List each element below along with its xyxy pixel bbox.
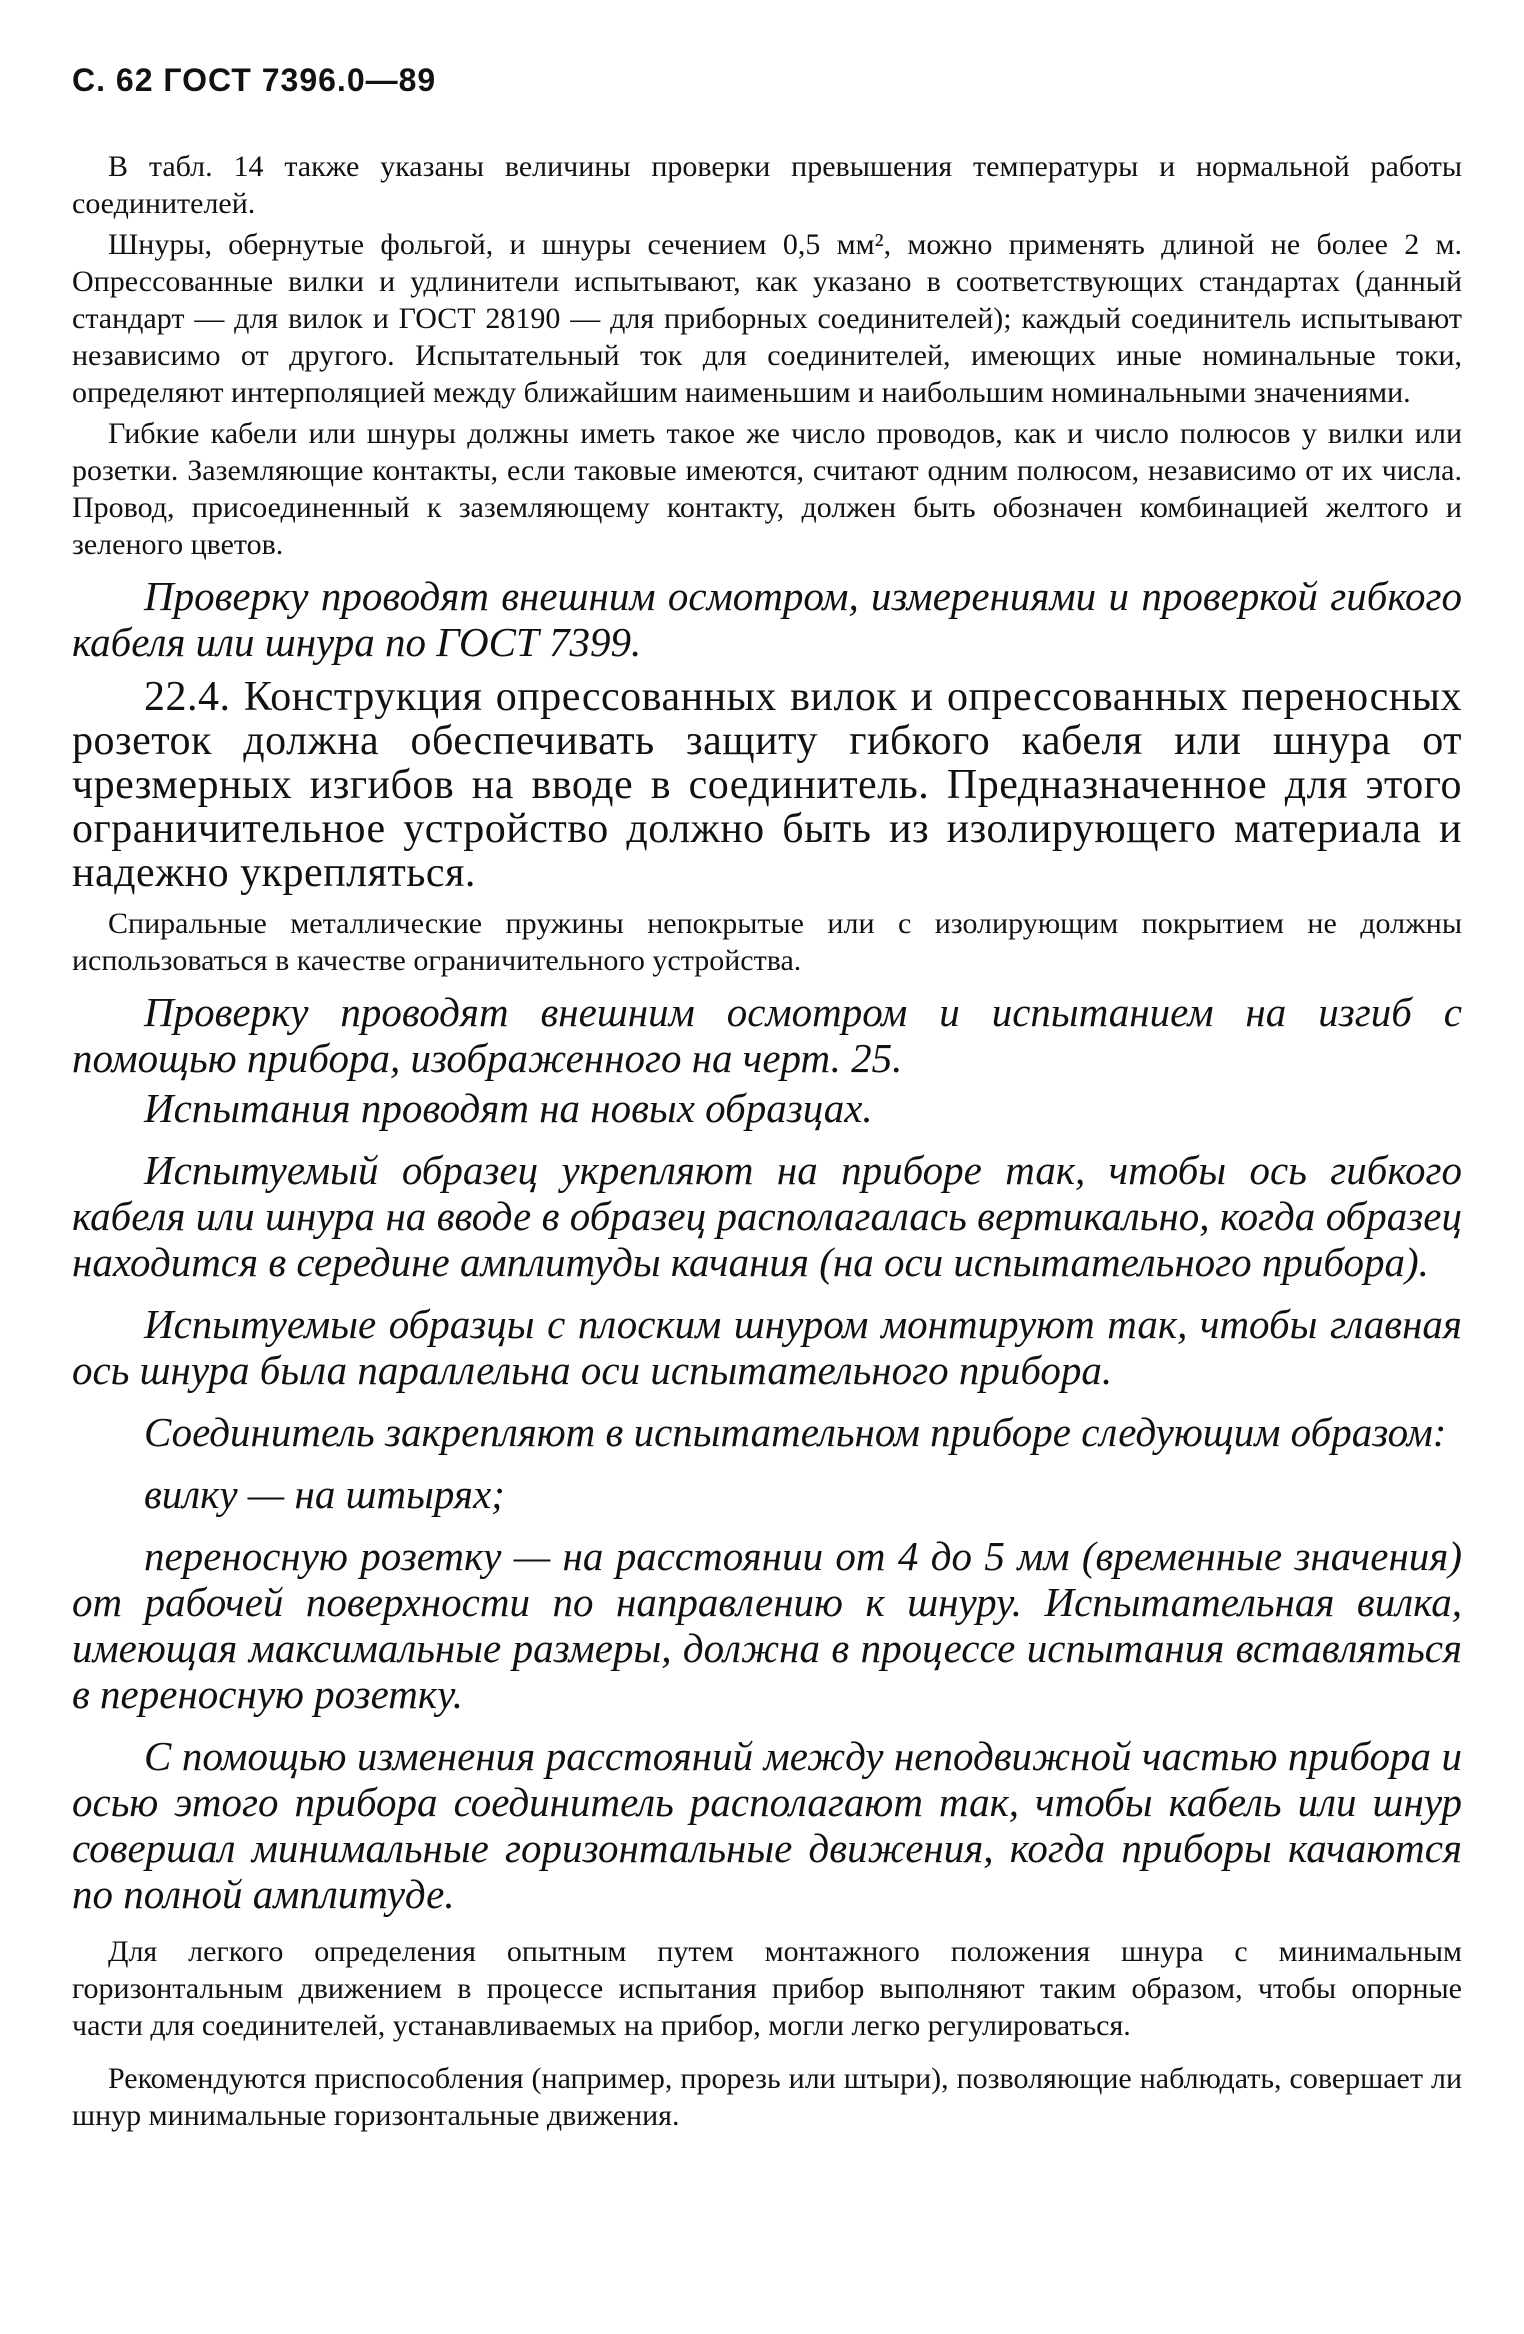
paragraph-flat-cord: Испытуемые образцы с плоским шнуром монтируют так, чтобы главная ось шнура была параллельна оси испытательного прибора. <box>72 1301 1462 1393</box>
paragraph-foil-cords: Шнуры, обернутые фольгой, и шнуры сечением 0,5 мм², можно применять длиной не более 2 м. Опрессованные вилки и удлинители испытывают, как указано в соответствующих стандартах (данный стандарт — для вилок и ГОСТ 28190 — для приборных соединителей); каждый соединитель испытывают независимо от другого. Испытательный ток для соединителей, имеющих иные номинальные токи, определяют интерполяцией между ближайшим наименьшим и наибольшим номинальными значениями. <box>72 228 1462 409</box>
paragraph-new-samples: Испытания проводят на новых образцах. <box>144 1085 873 1131</box>
paragraph-spiral-springs: Спиральные металлические пружины непокрытые или с изолирующим покрытием не должны использоваться в качестве ограничительного устройства. <box>72 907 1462 977</box>
paragraph-check-inspection: Проверку проводят внешним осмотром, измерениями и проверкой гибкого кабеля или шнура по ГОСТ 7399. <box>72 573 1462 665</box>
page-body <box>72 148 1462 2134</box>
paragraph-distance-change: С помощью изменения расстояний между неподвижной частью прибора и осью этого прибора соединитель располагают так, чтобы кабель или шнур совершал минимальные горизонтальные движения, когда приборы качаются по полной амплитуде. <box>72 1733 1462 1917</box>
paragraph-bend-test: Проверку проводят внешним осмотром и испытанием на изгиб с помощью прибора, изображенного на черт. 25. <box>72 989 1462 1081</box>
paragraph-flexible-cables: Гибкие кабели или шнуры должны иметь такое же число проводов, как и число полюсов у вилки или розетки. Заземляющие контакты, если таковые имеются, считают одним полюсом, независимо от их числа. Провод, присоединенный к заземляющему контакту, должен быть обозначен комбинацией желтого и зеленого цветов. <box>72 417 1462 561</box>
paragraph-portable-socket: переносную розетку — на расстоянии от 4 до 5 мм (временные значения) от рабочей поверхности по направлению к шнуру. Испытательная вилка, имеющая максимальные размеры, должна в процессе испытания вставляться в переносную розетку. <box>72 1533 1462 1717</box>
page-header: С. 62 ГОСТ 7396.0—89 <box>72 62 437 98</box>
paragraph-recommended-devices: Рекомендуются приспособления (например, прорезь или штыри), позволяющие наблюдать, совершает ли шнур минимальные горизонтальные движения. <box>72 2062 1462 2132</box>
paragraph-plug-pins: вилку — на штырях; <box>144 1471 505 1517</box>
paragraph-fixing-method: Соединитель закрепляют в испытательном приборе следующим образом: <box>144 1409 1447 1455</box>
paragraph-table-14-note: В табл. 14 также указаны величины проверки превышения температуры и нормальной работы соединителей. <box>72 150 1462 220</box>
paragraph-22-4-construction: 22.4. Конструкция опрессованных вилок и опрессованных переносных розеток должна обеспечивать защиту гибкого кабеля или шнура от чрезмерных изгибов на вводе в соединитель. Предназначенное для этого ограничительное устройство должно быть из изолирующего материала и надежно укрепляться. <box>72 674 1462 896</box>
paragraph-easy-determination: Для легкого определения опытным путем монтажного положения шнура с минимальным горизонтальным движением в процессе испытания прибор выполняют таким образом, чтобы опорные части для соединителей, устанавливаемых на прибор, могли легко регулироваться. <box>72 1935 1462 2042</box>
paragraph-sample-mounting: Испытуемый образец укрепляют на приборе так, чтобы ось гибкого кабеля или шнура на вводе в образец располагалась вертикально, когда образец находится в середине амплитуды качания (на оси испытательного прибора). <box>72 1147 1462 1285</box>
